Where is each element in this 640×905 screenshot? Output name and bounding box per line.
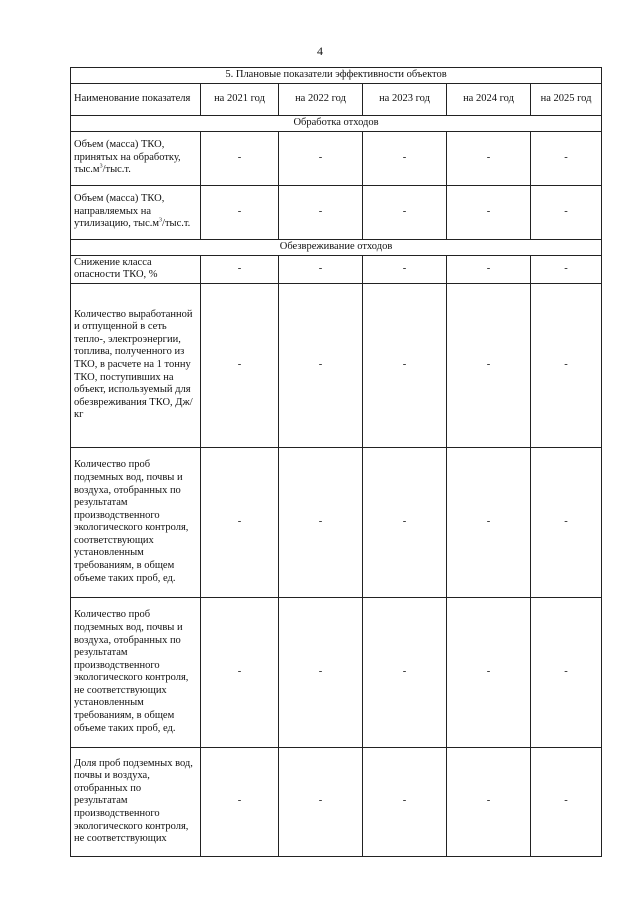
value-cell: - (447, 131, 531, 185)
row-name: Количество выработанной и отпущенной в сеть тепло-, электроэнергии, топлива, полученного из ТКО, в расчете на 1 тонну ТКО, поступивших на объект, используемый для обезвреживания ТКО, Дж/кг (71, 283, 201, 447)
value-cell: - (201, 185, 279, 239)
table-title: 5. Плановые показатели эффективности объектов (71, 68, 602, 84)
row-name: Снижение класса опасности ТКО, % (71, 255, 201, 283)
value-cell: - (531, 283, 602, 447)
value-cell: - (447, 185, 531, 239)
efficiency-indicators-table (70, 67, 602, 857)
value-cell: - (363, 447, 447, 597)
value-cell: - (363, 597, 447, 747)
value-cell: - (279, 131, 363, 185)
row-name: Количество проб подземных вод, почвы и воздуха, отобранных по результатам производственного экологического контроля, соответствующих установленным требованиям, в общем объеме таких проб, ед. (71, 447, 201, 597)
value-cell: - (531, 747, 602, 856)
row-name (71, 185, 201, 239)
row-name: Доля проб подземных вод, почвы и воздуха, отобранных по результатам производственного экологического контроля, не соответствующих (71, 747, 201, 856)
value-cell: - (201, 131, 279, 185)
value-cell: - (279, 185, 363, 239)
value-cell: - (201, 255, 279, 283)
header-year-2025: на 2025 год (531, 83, 602, 115)
value-cell: - (447, 597, 531, 747)
value-cell: - (201, 447, 279, 597)
value-cell: - (279, 447, 363, 597)
row-name-suffix: /тыс.т. (162, 218, 191, 230)
table-row (71, 255, 602, 283)
value-cell: - (279, 283, 363, 447)
value-cell: - (447, 255, 531, 283)
value-cell: - (531, 185, 602, 239)
value-cell: - (531, 255, 602, 283)
value-cell: - (363, 255, 447, 283)
row-name-text: Объем (масса) ТКО, направляемых на утилизацию, тыс.м (74, 193, 165, 230)
value-cell: - (447, 447, 531, 597)
table-row (71, 447, 602, 597)
superscript: 3 (99, 163, 103, 170)
value-cell: - (201, 283, 279, 447)
value-cell: - (363, 283, 447, 447)
value-cell: - (531, 447, 602, 597)
row-name (71, 131, 201, 185)
row-name-suffix: /тыс.т. (102, 164, 131, 176)
value-cell: - (279, 597, 363, 747)
value-cell: - (447, 283, 531, 447)
value-cell: - (201, 597, 279, 747)
header-year-2022: на 2022 год (279, 83, 363, 115)
table-row (71, 283, 602, 447)
header-year-2024: на 2024 год (447, 83, 531, 115)
section-title-processing: Обработка отходов (71, 115, 602, 131)
header-year-2023: на 2023 год (363, 83, 447, 115)
value-cell: - (201, 747, 279, 856)
table-row (71, 131, 602, 185)
header-year-2021: на 2021 год (201, 83, 279, 115)
section-row (71, 115, 602, 131)
row-name-text: Объем (масса) ТКО, принятых на обработку, тыс.м (74, 139, 181, 176)
value-cell: - (531, 597, 602, 747)
table-title-row (71, 68, 602, 84)
table-row (71, 747, 602, 856)
value-cell: - (363, 747, 447, 856)
header-name-column: Наименование показателя (71, 83, 201, 115)
table-header-row (71, 83, 602, 115)
section-title-neutralization: Обезвреживание отходов (71, 239, 602, 255)
value-cell: - (279, 747, 363, 856)
page-number: 4 (317, 44, 323, 58)
value-cell: - (279, 255, 363, 283)
table-row (71, 597, 602, 747)
value-cell: - (447, 747, 531, 856)
section-row (71, 239, 602, 255)
table-row (71, 185, 602, 239)
value-cell: - (531, 131, 602, 185)
superscript: 3 (159, 217, 163, 224)
row-name: Количество проб подземных вод, почвы и воздуха, отобранных по результатам производственного экологического контроля, не соответствующих установленным требованиям, в общем объеме таких проб, ед. (71, 597, 201, 747)
value-cell: - (363, 185, 447, 239)
value-cell: - (363, 131, 447, 185)
